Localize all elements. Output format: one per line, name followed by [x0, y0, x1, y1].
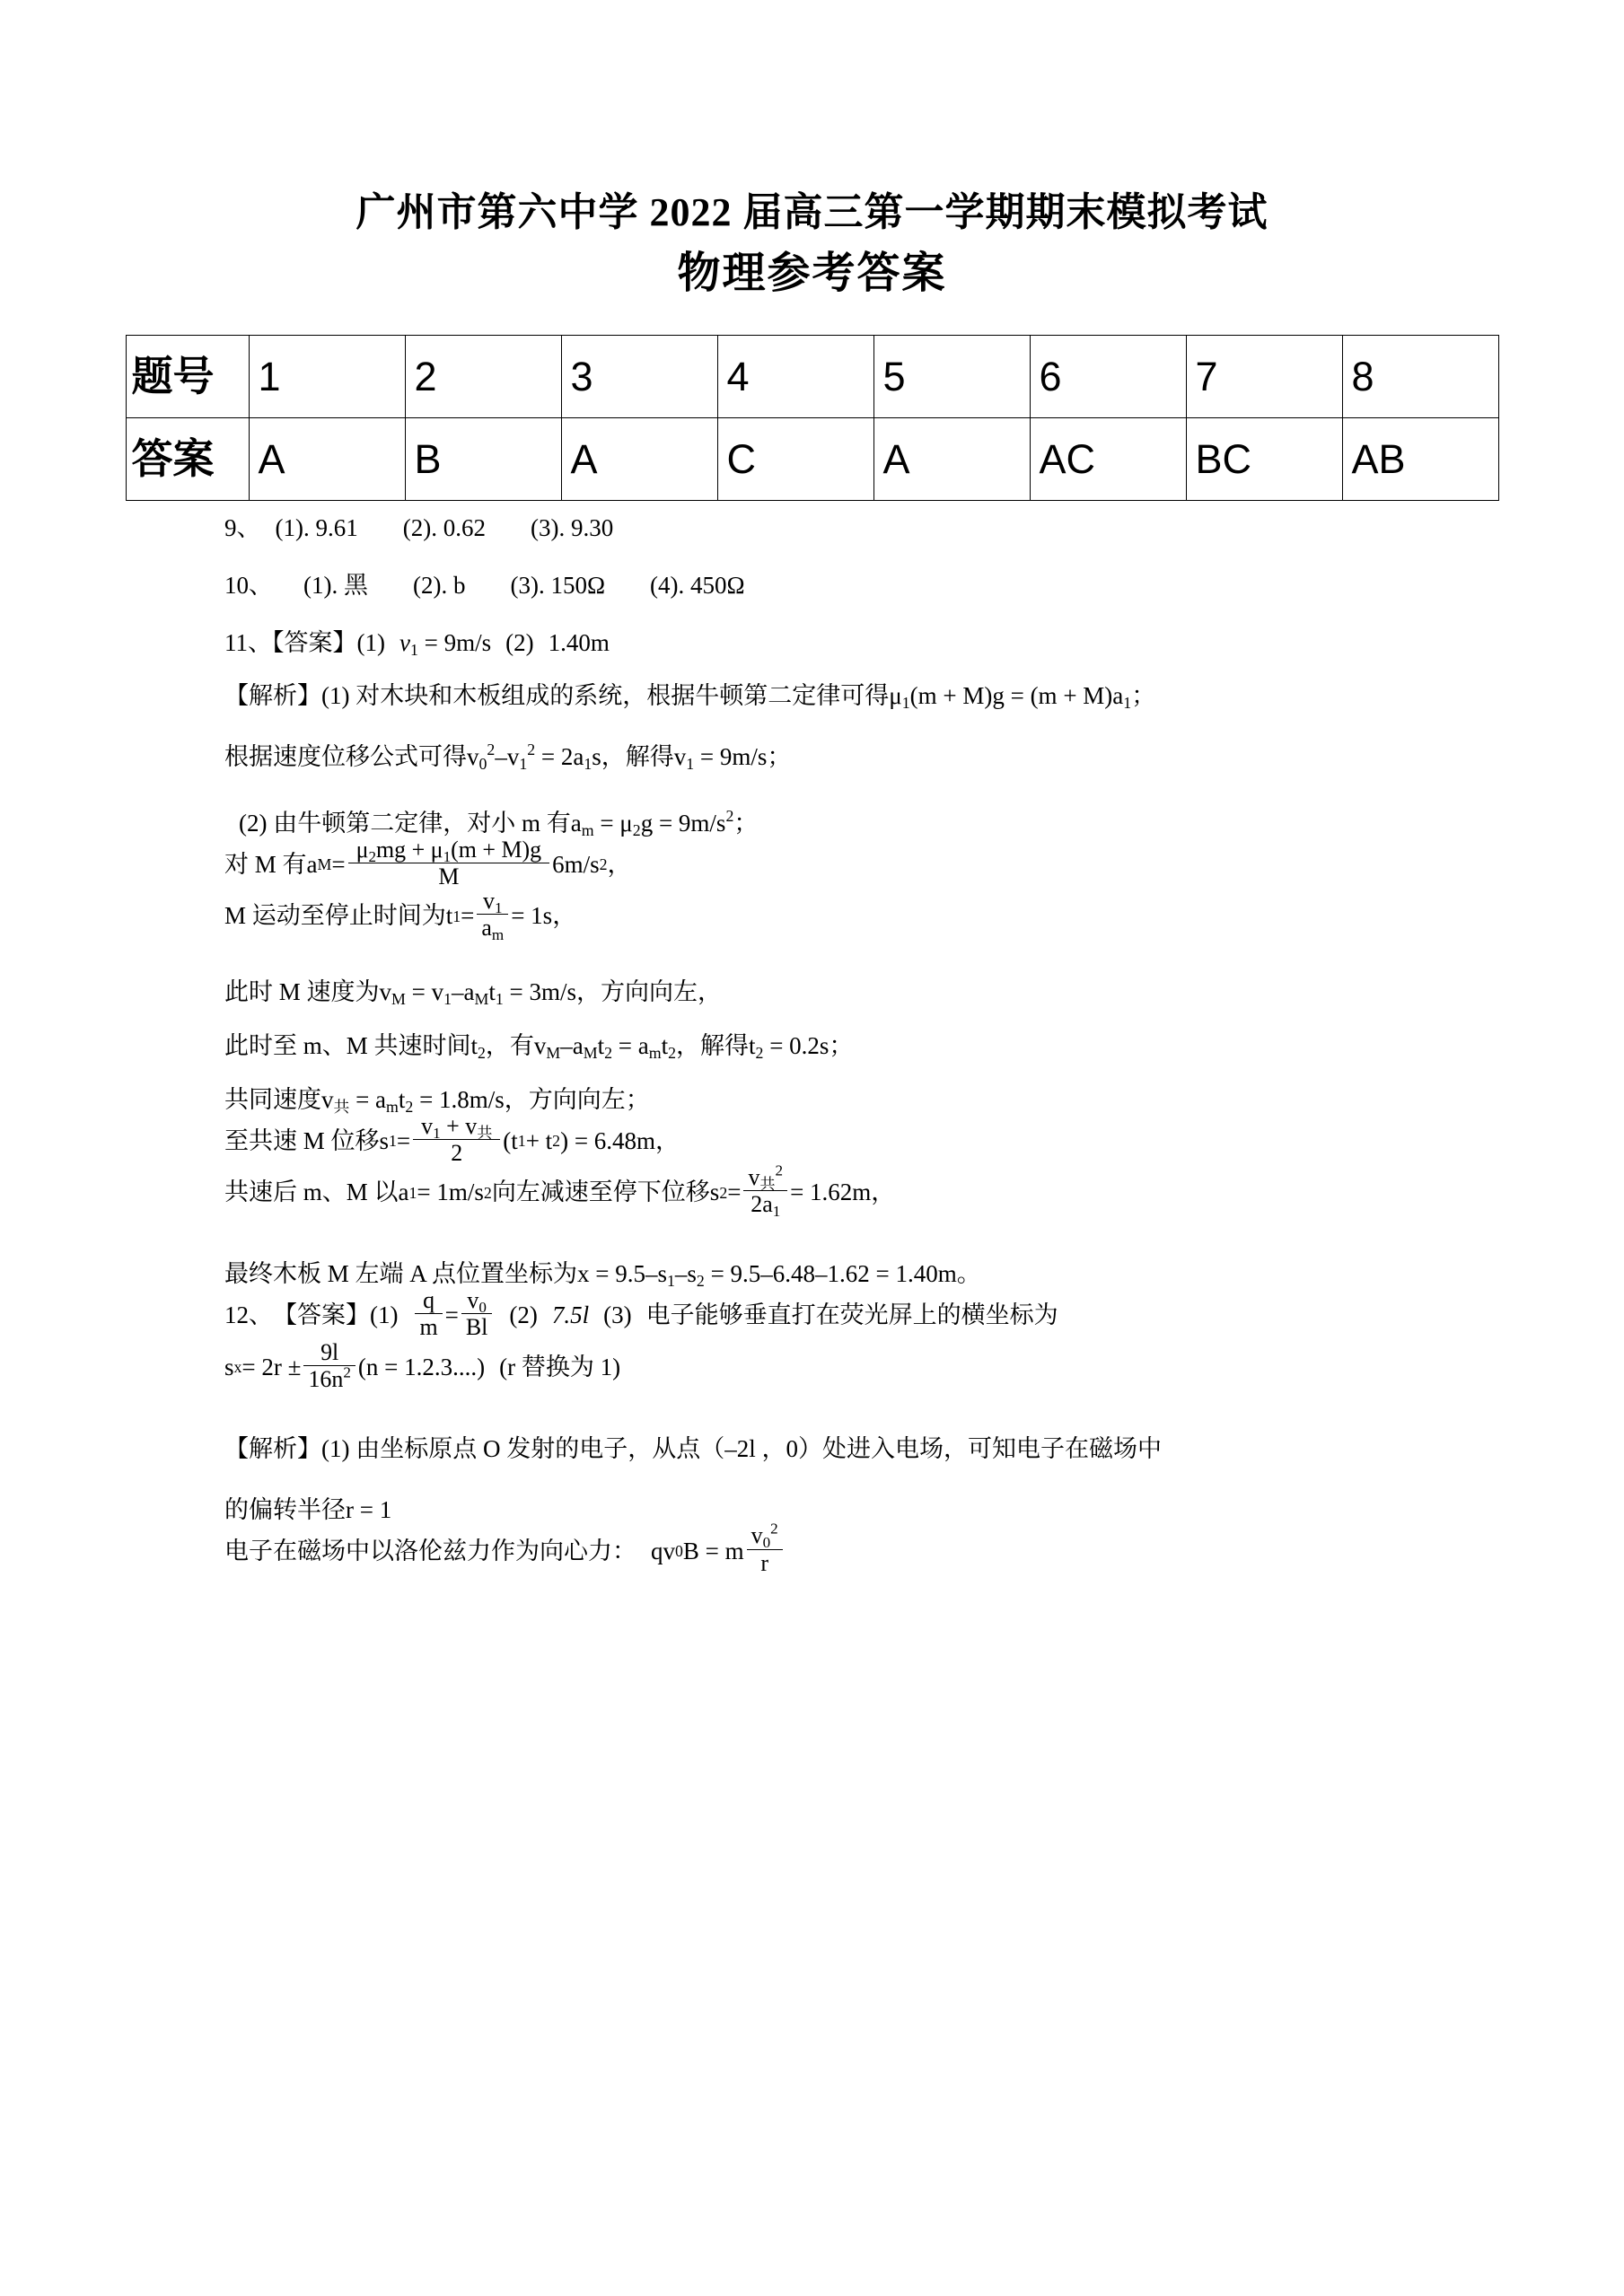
q11-l5-den: a: [481, 915, 492, 942]
q12-solution-line-2: [224, 1495, 1525, 1526]
q11-solution-line-9: 至共速 M 位移s 1 = $\frac{v_1 + v_共}{2}$ (t 1 + t 2 ) = 6.48m，: [224, 1112, 680, 1166]
q11-l6-end: = 3m/s，方向向左，: [503, 978, 722, 1006]
q11-l7-sub-f: 2: [668, 1044, 677, 1063]
q11-l4-num-end: (m + M)g: [451, 836, 542, 863]
q11-l4-pre: 对 M 有a: [224, 850, 318, 878]
q12-sx-pre: s: [224, 1353, 234, 1380]
q11-l11-minus: –s: [674, 1260, 697, 1288]
question-9-part-3: (3). 9.30: [530, 514, 614, 541]
question-11-part1-label: (1): [356, 628, 385, 656]
solutions-body: [0, 501, 1624, 1577]
q12-v0Bl-fraction: [461, 1288, 492, 1339]
q11-l6-sub-c: M: [474, 990, 489, 1009]
answer-cell-3: A: [561, 418, 717, 501]
q11-l1-end: ；: [1131, 682, 1156, 710]
q11-l6-sub-a: M: [391, 990, 406, 1009]
q11-l3-sub-a: m: [581, 820, 594, 839]
question-10-part-2: (2). b: [412, 571, 466, 599]
q11-l7-sub-c: M: [583, 1044, 598, 1063]
q11-l5-den-sub: m: [491, 925, 505, 943]
q11-l1-mid: (m + M)g = (m + M)a: [909, 682, 1124, 710]
q11-l7-eq: = a: [612, 1032, 649, 1060]
q11-l8-t: t: [398, 1085, 406, 1113]
q11-l1-sub1: 1: [901, 694, 910, 713]
q11-l10-num-sub: 共: [759, 1175, 776, 1193]
q11-l2-end: = 9m/s；: [694, 743, 792, 770]
question-number-cell-6: 6: [1030, 336, 1186, 418]
question-10-number: 10、: [224, 571, 273, 599]
q11-l2-mid: = 2a: [535, 743, 584, 770]
row-header-answer: 答案: [126, 418, 249, 501]
q12-a2-label: (2): [509, 1301, 538, 1329]
question-10-part-1: (1). 黑: [303, 571, 368, 599]
question-11-part1-value: = 9m/s: [417, 628, 492, 656]
question-11-answer-line: [224, 628, 1525, 659]
question-11-answer-tag: 【答案】: [272, 628, 357, 656]
q11-l6-pre: 此时 M 速度为v: [224, 978, 392, 1006]
q11-l9-tail-pre: (t: [503, 1126, 518, 1154]
q11-l10-num-sup: 2: [775, 1161, 784, 1179]
answer-cell-6: AC: [1030, 418, 1186, 501]
page-subtitle: 物理参考答案: [677, 250, 947, 297]
q11-l8-sub-b: m: [386, 1097, 399, 1116]
q12-a1-den-right: Bl: [465, 1314, 488, 1341]
question-number-cell-2: 2: [405, 336, 561, 418]
q11-solution-line-3: [224, 806, 1525, 839]
q12-l3-eq-pre: qv: [651, 1537, 675, 1564]
q11-l2-sub-d: 1: [686, 754, 695, 773]
answer-table: [126, 335, 1499, 501]
q11-l2-mid2: s，解得v: [592, 743, 687, 770]
question-10-line: [224, 571, 1525, 601]
answer-cell-1: A: [249, 418, 405, 501]
q12-v0r-fraction: [747, 1520, 783, 1576]
q12-jiexi-tag: 【解析】: [224, 1434, 321, 1462]
q11-l3-mid: = μ: [593, 809, 633, 837]
q11-l4-num-sub1: 2: [368, 847, 377, 865]
q12-qm-fraction: [415, 1288, 442, 1339]
question-number-cell-1: 1: [249, 336, 405, 418]
q11-l4-num-mid: mg + μ: [376, 836, 443, 863]
q11-l7-sub-d: 2: [604, 1044, 613, 1063]
q11-l9-num-a: v: [421, 1112, 434, 1139]
q11-l9-tail-plus: + t: [525, 1126, 553, 1154]
q12-l3-pre: 电子在磁场中以洛伦兹力作为向心力：: [224, 1537, 636, 1564]
q11-l11-end: = 9.5–6.48–1.62 = 1.40m。: [704, 1260, 981, 1288]
q11-l7-t2: t: [661, 1032, 669, 1060]
q12-sx-note: (r 替换为 1): [499, 1353, 621, 1380]
q11-solution-line-8: [224, 1085, 1525, 1116]
q11-l7-minus: –a: [560, 1032, 584, 1060]
question-10-part-3: (3). 150Ω: [510, 571, 606, 599]
question-9-number: 9、: [224, 514, 261, 541]
q11-l7-sub-e: m: [648, 1044, 662, 1063]
q11-l7-mid2: ，解得t: [676, 1032, 756, 1060]
q11-aM-fraction: [348, 837, 550, 889]
q11-l4-tail: 6m/s: [552, 850, 600, 878]
q11-jiexi-tag: 【解析】: [224, 682, 321, 710]
q11-l5-num-sub: 1: [495, 898, 503, 916]
q11-solution-line-6: [224, 977, 1525, 1008]
question-11-part2-value: 1.40m: [548, 628, 610, 656]
q12-a2-value: 7.5l: [551, 1301, 590, 1329]
q11-l7-mid: ，有v: [485, 1032, 547, 1060]
question-9-part-1: (1). 9.61: [275, 514, 358, 541]
q12-sx-tail: (n = 1.2.3....): [357, 1353, 486, 1380]
q12-a1-num-left: q: [415, 1288, 442, 1314]
question-12-number: 12、: [224, 1301, 273, 1329]
q11-l2-sup-b: 2: [527, 740, 536, 758]
q11-l1-sub2: 1: [1123, 694, 1132, 713]
q12-sx-den: 16n: [308, 1365, 344, 1392]
q11-l7-sub-a: 2: [478, 1044, 486, 1063]
q11-l5-pre: M 运动至停止时间为t: [224, 902, 453, 930]
q11-l9-num-sub-a: 1: [433, 1124, 441, 1142]
q12-a1-eq: =: [444, 1301, 459, 1329]
q11-l8-end: = 1.8m/s，方向向左；: [413, 1085, 650, 1113]
q11-l4-num-sub2: 1: [443, 847, 452, 865]
q11-l11-pre: 最终木板 M 左端 A 点位置坐标为x = 9.5–s: [224, 1260, 667, 1288]
question-number-cell-3: 3: [561, 336, 717, 418]
q11-solution-line-7: [224, 1031, 1525, 1062]
q12-a1-label: (1): [370, 1301, 399, 1329]
question-11-part1-subscript: 1: [409, 640, 418, 659]
q11-l2-sub-b: 1: [519, 754, 528, 773]
q11-l3-sub-b: 2: [632, 820, 641, 839]
q11-l6-mid: = v: [405, 978, 444, 1006]
q11-l8-sub-c: 2: [405, 1097, 414, 1116]
table-row-answers: [126, 418, 1498, 501]
q11-l9-eq: =: [396, 1126, 411, 1154]
q11-l9-pre: 至共速 M 位移s: [224, 1126, 390, 1154]
q12-sx-eq: = 2r ±: [241, 1353, 302, 1380]
q12-sx-fraction: [303, 1340, 355, 1391]
q11-l8-pre: 共同速度v: [224, 1085, 334, 1113]
table-row-question-numbers: [126, 336, 1498, 418]
question-9-part-2: (2). 0.62: [402, 514, 486, 541]
row-header-question-number: 题号: [126, 336, 249, 418]
q11-s1-fraction: [413, 1114, 500, 1165]
q11-l5-num: v: [483, 887, 495, 914]
question-number-cell-8: 8: [1342, 336, 1498, 418]
q11-l2-sup-a: 2: [487, 740, 496, 758]
q12-l1: (1) 由坐标原点 O 发射的电子，从点（–2l ，0）处进入电场，可知电子在磁场中: [321, 1434, 1162, 1462]
question-11-part2-label: (2): [505, 628, 534, 656]
q11-l10-den-sub: 1: [772, 1202, 781, 1220]
q11-t1-fraction: [477, 887, 508, 943]
q12-l2: 的偏转半径r = 1: [224, 1495, 392, 1523]
q11-l1-pre: (1) 对木块和木板组成的系统，根据牛顿第二定律可得μ: [321, 682, 902, 710]
q11-l10-pre: 共速后 m、M 以a: [224, 1179, 409, 1206]
q12-solution-line-3: 电子在磁场中以洛伦兹力作为向心力： qv 0 B = m $\frac{v_0^2}{r}$: [224, 1525, 1525, 1576]
q11-l9-num-sub-b: 共: [477, 1124, 493, 1142]
answer-cell-7: BC: [1186, 418, 1342, 501]
q11-l4-num-pre: μ: [356, 836, 369, 863]
q11-solution-line-2: [224, 742, 1525, 773]
q11-l6-sub-b: 1: [443, 990, 452, 1009]
q11-l3-sup: 2: [725, 806, 734, 825]
q11-l10-eq: =: [727, 1179, 742, 1206]
q11-l10-den: 2a: [751, 1191, 773, 1218]
q12-l3-num: v: [751, 1522, 763, 1549]
q11-l11-sub-b: 2: [696, 1272, 705, 1291]
q11-l3-pre: (2) 由牛顿第二定律，对小 m 有a: [239, 809, 582, 837]
q11-l6-minus: –a: [452, 978, 475, 1006]
q11-l7-t1: t: [597, 1032, 605, 1060]
q11-l7-end: = 0.2s；: [763, 1032, 854, 1060]
question-number-cell-5: 5: [873, 336, 1030, 418]
q11-solution-line-4: 对 M 有a M = $\frac{\mu_2mg + \mu_1(m + M)g}{M}$ 6m/s 2 ，: [224, 836, 632, 889]
q11-l4-eq: =: [331, 850, 346, 878]
q12-a1-den-left: m: [419, 1314, 438, 1341]
q11-l2-sub-a: 0: [478, 754, 487, 773]
q11-l2-pre: 根据速度位移公式可得v: [224, 743, 479, 770]
q11-l2-minus: –v: [495, 743, 520, 770]
answer-cell-4: C: [717, 418, 873, 501]
question-11-number: 11、: [224, 628, 272, 656]
answer-cell-8: AB: [1342, 418, 1498, 501]
q11-s2-fraction: [743, 1161, 787, 1220]
q11-l6-t: t: [488, 978, 496, 1006]
q12-a1-num-right-sub: 0: [478, 1298, 487, 1316]
q11-l10-num: v: [748, 1163, 760, 1190]
q11-l9-den: 2: [451, 1139, 463, 1166]
q11-l8-sub-a: 共: [333, 1097, 350, 1116]
q11-l3-end: ；: [733, 809, 759, 837]
q12-sx-num: 9l: [303, 1340, 355, 1366]
q11-l9-num-plus: + v: [440, 1112, 478, 1139]
question-10-part-4: (4). 450Ω: [650, 571, 745, 599]
q11-l8-mid: = a: [349, 1085, 387, 1113]
question-number-cell-4: 4: [717, 336, 873, 418]
q12-l3-eq-mid: B = m: [682, 1537, 744, 1564]
question-9-line: [224, 513, 1525, 544]
q11-l11-sub-a: 1: [667, 1272, 675, 1291]
q11-solution-line-10: 共速后 m、M 以a 1 = 1m/s 2 向左减速至停下位移s 2 = $\frac{v_共^2}{2a_1}$ = 1.62m，: [224, 1161, 896, 1220]
q12-a3-text: 电子能够垂直打在荧光屏上的横坐标为: [645, 1301, 1058, 1329]
q11-solution-line-1: [224, 681, 1525, 712]
q11-l7-sub-g: 2: [755, 1044, 764, 1063]
q11-solution-line-5: M 运动至停止时间为t 1 = $\frac{v_1}{a_m}$ = 1s，: [224, 887, 577, 943]
q12-a1-num-right: v: [467, 1287, 479, 1314]
q11-l10-mid2: 向左减速至停下位移s: [491, 1179, 720, 1206]
q12-sx-equation-line: s x = 2r ± $\frac{9l}{16n^2}$ (n = 1.2.3....) (r 替换为 1): [224, 1338, 621, 1392]
q11-l7-sub-b: M: [546, 1044, 561, 1063]
q11-l4-tail-end: ，: [607, 850, 632, 878]
q11-l2-sub-c: 1: [584, 754, 593, 773]
q12-l3-num-sub: 0: [762, 1534, 771, 1552]
q12-l3-den: r: [760, 1549, 768, 1576]
q11-l5-tail: = 1s，: [511, 902, 577, 930]
q12-solution-line-1: [224, 1434, 1525, 1465]
question-12-answer-line: [224, 1287, 1525, 1341]
q12-l3-num-sup: 2: [770, 1520, 778, 1538]
q11-l3-mid2: g = 9m/s: [640, 809, 726, 837]
q11-solution-line-11: [224, 1259, 1525, 1290]
q12-a3-label: (3): [603, 1301, 632, 1329]
q11-l9-tail-end: ) = 6.48m，: [560, 1126, 680, 1154]
answer-cell-5: A: [873, 418, 1030, 501]
q12-sx-den-sup: 2: [343, 1363, 351, 1381]
q11-l10-mid: = 1m/s: [417, 1179, 484, 1206]
q11-l7-pre: 此时至 m、M 共速时间t: [224, 1032, 478, 1060]
answer-cell-2: B: [405, 418, 561, 501]
q11-l6-sub-d: 1: [495, 990, 504, 1009]
answer-table-container: [0, 295, 1624, 501]
q11-l10-tail: = 1.62m，: [790, 1179, 896, 1206]
question-12-answer-tag: 【答案】: [273, 1301, 370, 1329]
question-11-part1-variable: v: [399, 628, 410, 656]
q11-l4-den: M: [438, 863, 460, 889]
page-title: 广州市第六中学 2022 届高三第一学期期末模拟考试: [356, 190, 1268, 234]
question-number-cell-7: 7: [1186, 336, 1342, 418]
q11-l5-eq: =: [461, 902, 475, 930]
